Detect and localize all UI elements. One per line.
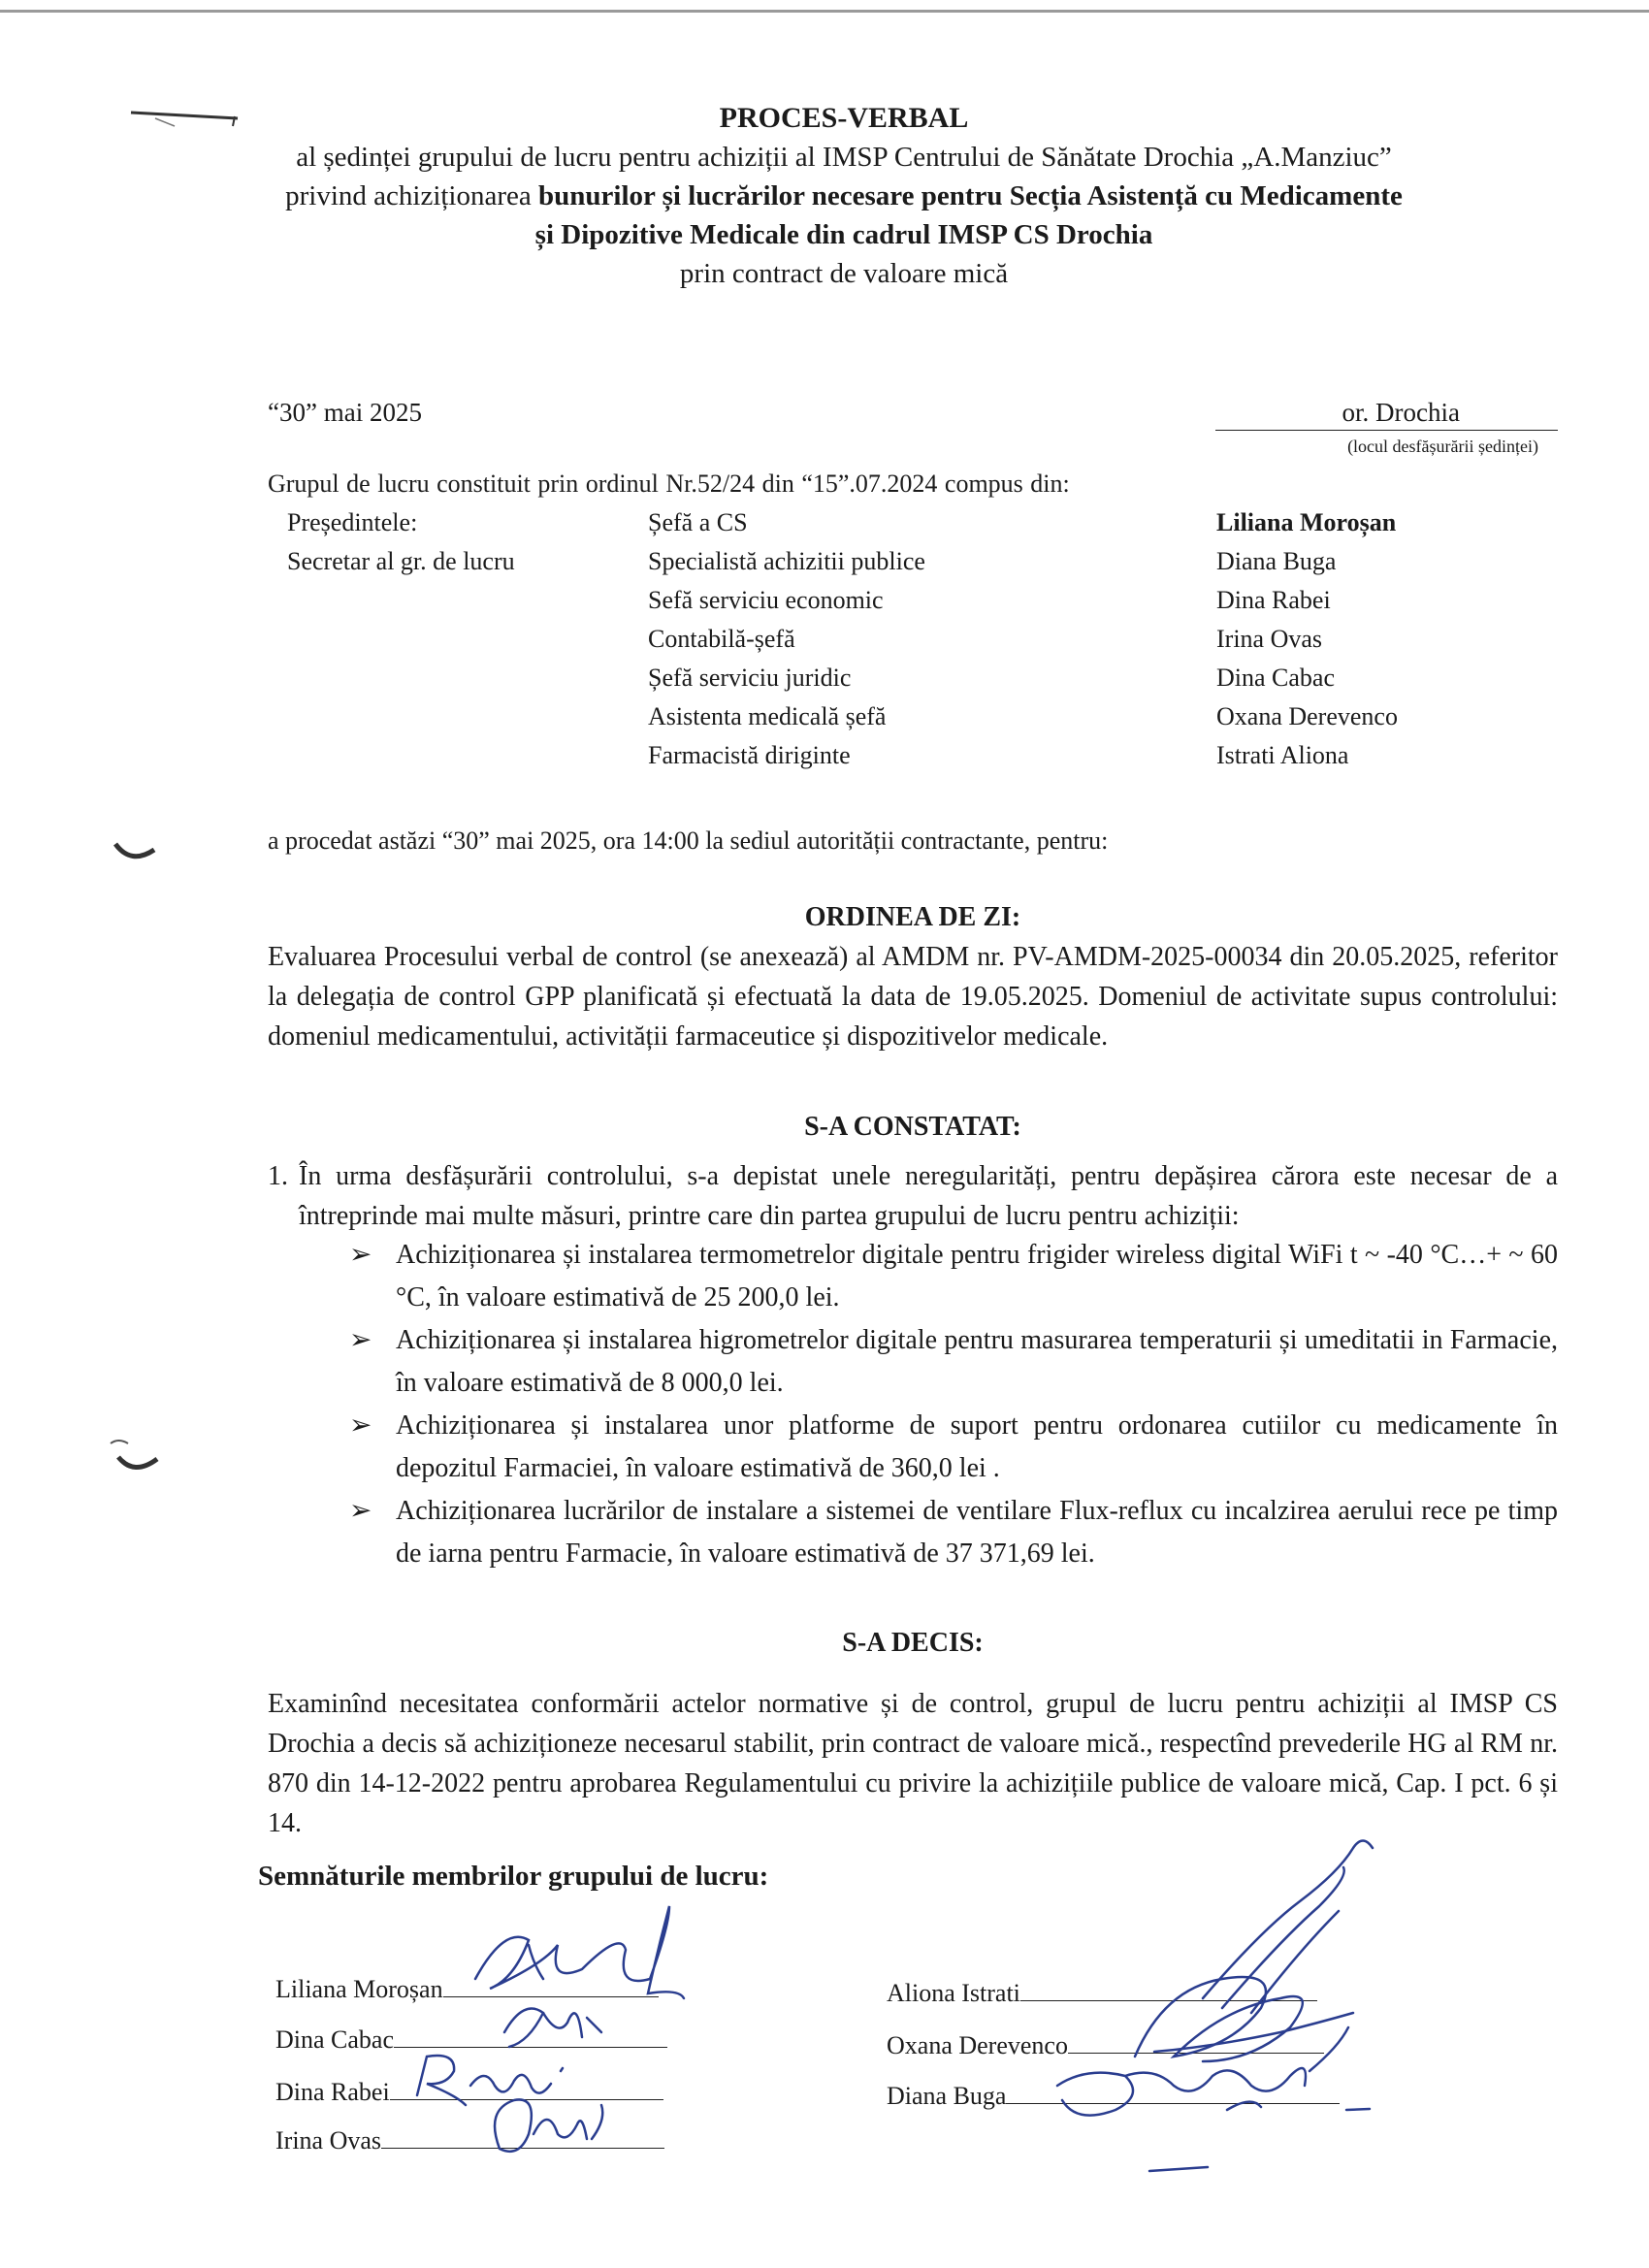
decision-heading: S-A DECIS: [842, 1628, 984, 1658]
decision-text: Examinînd necesitatea conformării actelor normative și de control, grupul de lucru pentru achiziții al IMSP CS Drochia a decis să achiziționeze necesarul stabilit, prin contract de valoare mică., respectînd prevederile HG al RM nr. 870 din 14-12-2022 pentru aprobarea Regulamentului cu privire la achizițiile publice de valoare mică, Cap. I pct. 6 și 14. [268, 1689, 1558, 1838]
list-item: ➢ Achiziționarea și instalarea unor platforme de suport pentru ordonarea cutiilor cu medicamente în depozitul Farmaciei, în valoare estimativă de 360,0 lei . [349, 1405, 1558, 1490]
signature-mark [529, 1945, 543, 1979]
signature-line: Aliona Istrati [887, 1979, 1317, 2008]
document-title: PROCES-VERBAL [719, 102, 969, 134]
findings-item-text: În urma desfășurării controlului, s-a depistat unele neregularități, pentru depășirea cărora este necesar de a întreprinde mai multe măsuri, printre care din partea grupului de lucru pentru achiziții: [299, 1161, 1558, 1231]
scan-edge-line [0, 10, 1649, 13]
signature-line: Dina Cabac [275, 2025, 667, 2055]
place-hint: (locul desfășurării ședinței) [1347, 437, 1538, 456]
document-header [233, 99, 1455, 293]
signature-line: Liliana Moroșan [275, 1975, 659, 2004]
header-line-3: privind achiziționarea bunurilor și lucrărilor necesare pentru Secția Asistență cu Medicamente [285, 180, 1403, 211]
scan-mark-hole-2 [107, 1434, 165, 1477]
signature-line: Diana Buga [887, 2082, 1340, 2111]
arrow-bullet-icon: ➢ [349, 1325, 372, 1355]
findings-bullets [349, 1234, 1558, 1575]
agenda-heading: ORDINEA DE ZI: [804, 902, 1021, 932]
meeting-place [1215, 398, 1558, 457]
group-composition-line: Grupul de lucru constituit prin ordinul Nr.52/24 din “15”.07.2024 compus din: [268, 470, 1070, 498]
header-line-2: al ședinței grupului de lucru pentru achiziții al IMSP Centrului de Sănătate Drochia „A.Manziuc” [296, 142, 1392, 173]
place-name: or. Drochia [1342, 398, 1460, 427]
list-item: ➢ Achiziționarea și instalarea higrometrelor digitale pentru masurarea temperaturii și umeditatii in Farmacie, în valoare estimativă de 8 000,0 lei. [349, 1319, 1558, 1405]
scan-mark-top-left [126, 97, 242, 136]
scan-mark-hole-1 [112, 836, 160, 865]
findings-item [268, 1156, 1558, 1236]
agenda-text: Evaluarea Procesului verbal de control (se anexează) al AMDM nr. PV-AMDM-2025-00034 din 20.05.2025, referitor la delegația de control GPP planificată și efectuată la data de 19.05.2025. Domeniul de activitate supus controlului: domeniul medicamentului, activității farmaceutice și dispozitivelor medicale. [268, 942, 1558, 1052]
findings-item-number: 1. [268, 1161, 288, 1191]
findings-heading: S-A CONSTATAT: [804, 1112, 1021, 1142]
list-item: ➢ Achiziționarea și instalarea termometrelor digitale pentru frigider wireless digital WiFi t ~ -40 °C…+ ~ 60 °C, în valoare estimativă de 25 200,0 lei. [349, 1234, 1558, 1319]
list-item: ➢ Achiziționarea lucrărilor de instalare a sistemei de ventilare Flux-reflux cu incalzirea aerului rece pe timp de iarna pentru Farmacie, în valoare estimativă de 37 371,69 lei. [349, 1490, 1558, 1575]
arrow-bullet-icon: ➢ [349, 1410, 372, 1441]
signature-mark [1203, 1841, 1373, 1999]
date-place-row [268, 398, 1558, 456]
signature-line: Oxana Derevenco [887, 2031, 1324, 2060]
signature-line: Dina Rabei [275, 2078, 663, 2107]
header-line-5: prin contract de valoare mică [679, 258, 1009, 289]
signature-mark [1149, 2102, 1370, 2171]
procedure-line: a procedat astăzi “30” mai 2025, ora 14:00 la sediul autorității contractante, pentru: [268, 826, 1109, 855]
signature-line: Irina Ovas [275, 2126, 664, 2155]
meeting-date: “30” mai 2025 [268, 398, 422, 427]
arrow-bullet-icon: ➢ [349, 1496, 372, 1526]
header-line-4: și Dipozitive Medicale din cadrul IMSP CS Drochia [534, 219, 1153, 250]
arrow-bullet-icon: ➢ [349, 1240, 372, 1270]
signatures-heading: Semnăturile membrilor grupului de lucru: [258, 1861, 769, 1892]
